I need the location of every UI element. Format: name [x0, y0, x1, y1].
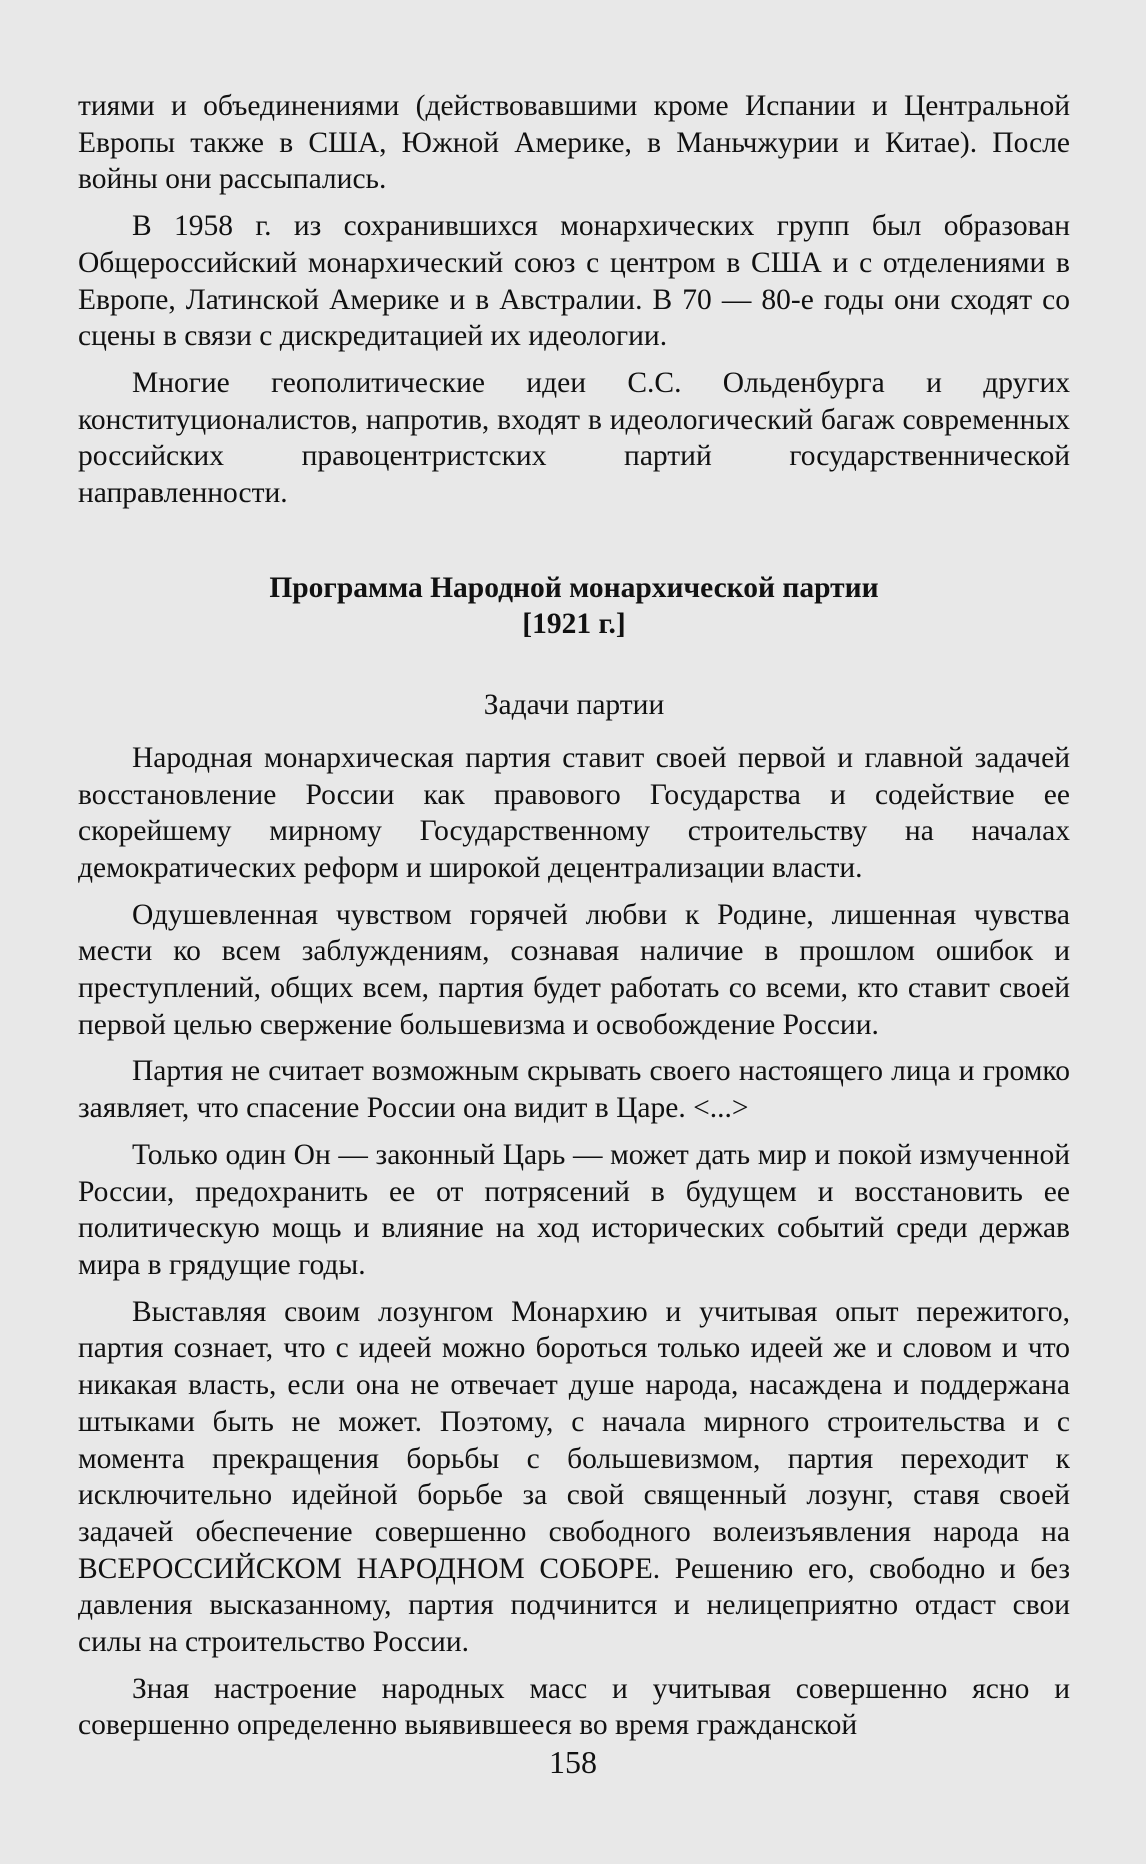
program-paragraph-3: Партия не считает возможным скрывать своего настоящего лица и громко заявляет, что спасение России она видит в Царе. <...> [78, 1055, 1070, 1125]
intro-paragraph-1: тиями и объединениями (действовавшими кроме Испании и Центральной Европы также в США, Южной Америке, в Маньчжурии и Китае). После войны они рассыпались. [78, 90, 1070, 196]
section-subtitle: Задачи партии [483, 689, 665, 722]
section-heading [78, 570, 1070, 643]
program-paragraph-4: Только один Он — законный Царь — может дать мир и покой измученной России, предохранить ее от потрясений в будущем и восстановить ее политическую мощь и влияние на ход исторических событий среди держав мира в грядущие годы. [78, 1138, 1070, 1281]
page-text [78, 88, 1070, 1754]
section-title: Программа Народной монархической партии [269, 571, 879, 604]
page-number: 158 [549, 1744, 597, 1780]
intro-paragraph-2: В 1958 г. из сохранившихся монархических групп был образован Общероссийский монархический союз с центром в США и с отделениями в Европе, Латинской Америке и в Австралии. В 70 — 80-е годы они сходят со сцены в связи с дискредитацией их идеологии. [78, 210, 1070, 353]
program-paragraph-5: Выставляя своим лозунгом Монархию и учитывая опыт пережитого, партия сознает, что с идеей можно бороться только идеей же и словом и что никакая власть, если она не отвечает душе народа, насаждена и поддержана штыками быть не может. Поэтому, с начала мирного строительства и с момента прекращения борьбы с большевизмом, партия переходит к исключительно идейной борьбе за свой священный лозунг, ставя своей задачей обеспечение совершенно свободного волеизъявления народа на ВСЕРОССИЙСКОМ НАРОДНОМ СОБОРЕ. Решению его, свободно и без давления высказанному, партия подчинится и нелицеприятно отдаст свои силы на строительство России. [78, 1295, 1070, 1659]
program-paragraph-6: Зная настроение народных масс и учитывая совершенно ясно и совершенно определенно выявившееся во время гражданской [78, 1672, 1070, 1742]
intro-paragraph-3: Многие геополитические идеи С.С. Ольденбурга и других конституционалистов, напротив, входят в идеологический багаж современных российских правоцентристских партий государственнической направленности. [78, 366, 1070, 510]
program-paragraph-1: Народная монархическая партия ставит своей первой и главной задачей восстановление России как правового Государства и содействие ее скорейшему мирному Государственному строительству на началах демократических реформ и широкой децентрализации власти. [78, 741, 1070, 884]
program-paragraph-2: Одушевленная чувством горячей любви к Родине, лишенная чувства мести ко всем заблуждениям, сознавая наличие в прошлом ошибок и преступлений, общих всем, партия будет работать со всеми, кто ставит своей первой целью свержение большевизма и освобождение России. [78, 898, 1070, 1041]
section-year: [1921 г.] [522, 608, 626, 641]
